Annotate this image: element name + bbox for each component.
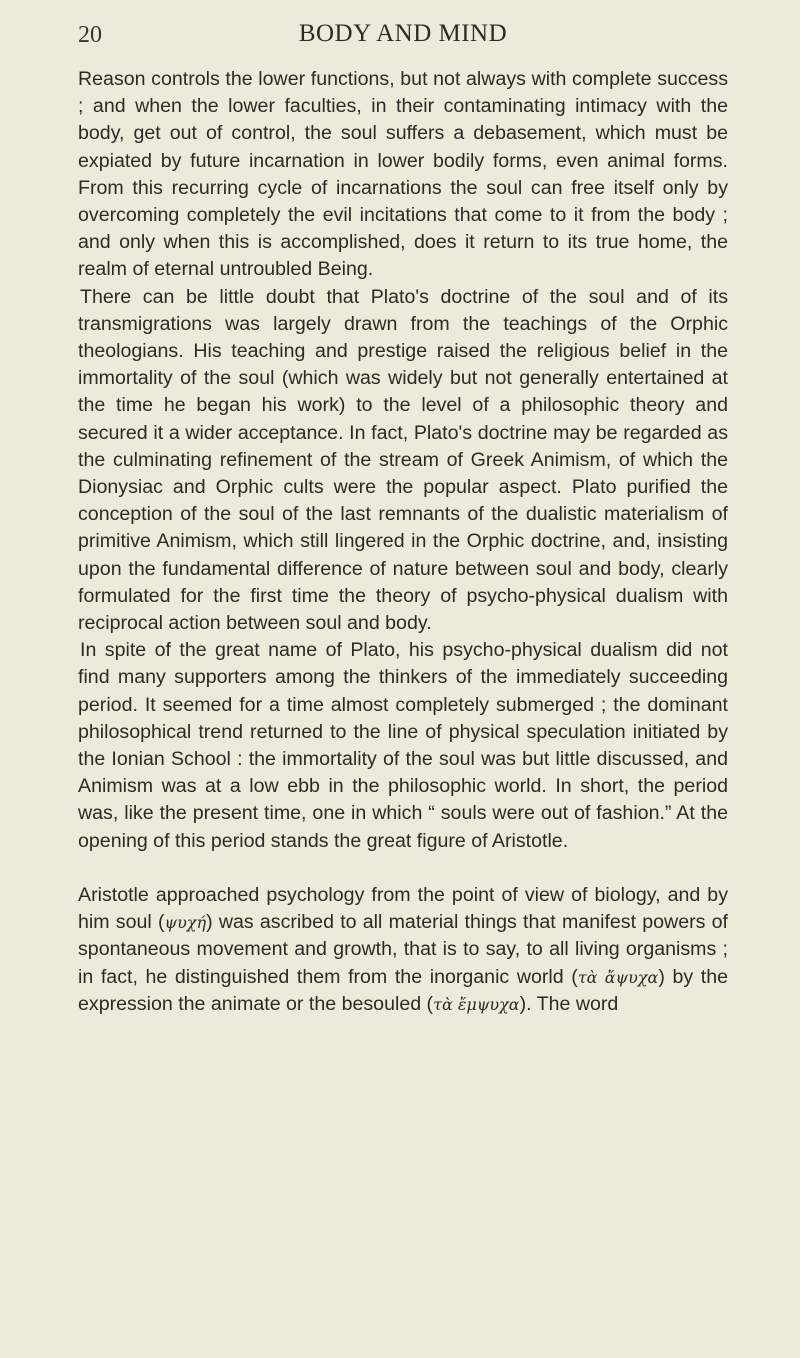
running-head: BODY AND MIND xyxy=(298,20,508,47)
page-header xyxy=(78,20,728,60)
text-run: ). The word xyxy=(519,992,619,1015)
body-text xyxy=(78,66,728,1018)
text-run: Aristotle approached psychology from the point of view of biology, and by him soul ( xyxy=(78,883,728,934)
paragraph-aristotle xyxy=(78,882,728,1018)
greek-term-besouled: τὰ ἔμψυχα xyxy=(433,994,520,1014)
paragraph: There can be little doubt that Plato's doctrine of the soul and of its transmigrations was largely drawn from the teachings of the Orphic theologians. His teaching and prestige raised the religious belief in the immortality of the soul (which was widely but not generally entertained at the time he began his work) to the level of a philosophic theory and secured it a wider acceptance. In fact, Plato's doctrine may be regarded as the culminating refinement of the stream of Greek Animism, of which the Dionysiac and Orphic cults were the popular aspect. Plato purified the conception of the soul of the last remnants of the dualistic materialism of primitive Animism, which still lingered in the Orphic doctrine, and, insisting upon the fundamental difference of nature between soul and body, clearly formulated for the first time the theory of psycho-physical dualism with reciprocal action between soul and body. xyxy=(78,285,728,635)
greek-term-soul: ψυχή xyxy=(164,913,207,933)
text-run: ) by the expression the animate or the besouled ( xyxy=(78,965,728,1015)
greek-term-inanimate: τὰ ἄψυχα xyxy=(577,967,659,987)
paragraph: Reason controls the lower functions, but not always with complete success ; and when the lower faculties, in their contaminating intimacy with the body, get out of control, the soul suffers a debasement, which must be expiated by future incarnation in lower bodily forms, even animal forms. From this recurring cycle of incarnations the soul can free itself only by overcoming completely the evil incitations that come to it from the body ; and only when this is accomplished, does it return to its true home, the realm of eternal untroubled Being. xyxy=(78,68,728,281)
paragraph: In spite of the great name of Plato, his psycho-physical dualism did not find many supporters among the thinkers of the immediately succeeding period. It seemed for a time almost completely submerged ; the dominant philosophical trend returned to the line of physical speculation initiated by the Ionian School : the immortality of the soul was but little discussed, and Animism was at a low ebb in the philosophic world. In short, the period was, like the present time, one in which “ souls were out of fashion.” At the opening of this period stands the great figure of Aristotle. xyxy=(78,639,728,852)
page-number: 20 xyxy=(78,22,102,48)
text-run: ) was ascribed to all material things that manifest powers of spontaneous movement and growth, that is to say, to all living organisms ; in fact, he distinguished them from the inorganic world ( xyxy=(78,911,728,988)
